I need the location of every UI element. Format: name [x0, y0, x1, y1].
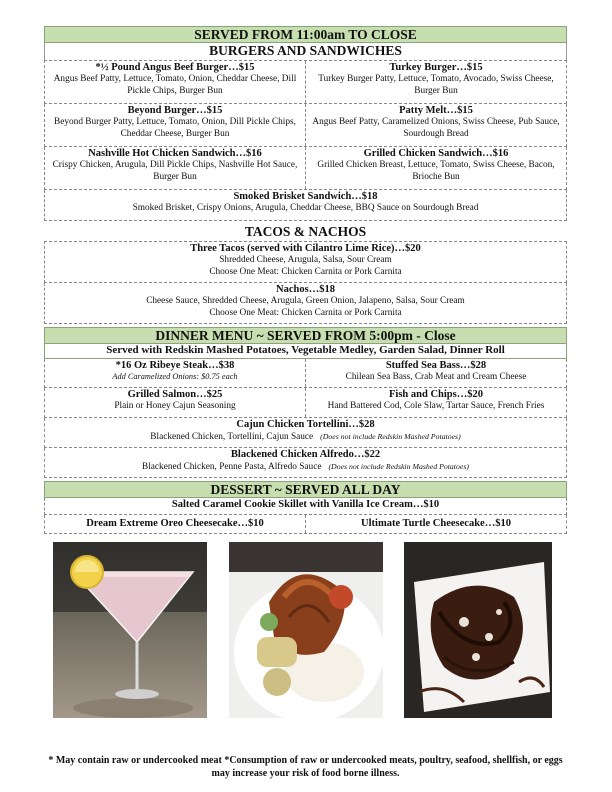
chocolate-dessert-photo	[404, 542, 552, 718]
menu-item	[305, 147, 566, 189]
menu-item	[45, 448, 566, 477]
menu-item	[305, 359, 566, 387]
item-name: Nachos…$18	[276, 284, 335, 295]
item-name: *½ Pound Angus Beef Burger…$15	[95, 62, 255, 73]
item-desc-text: Blackened Chicken, Tortellini, Cajun Sauce	[150, 432, 314, 442]
item-name: Fish and Chips…$20	[389, 389, 483, 400]
item-name: Dream Extreme Oreo Cheesecake…$10	[86, 518, 264, 529]
item-addon: Add Caramelized Onions: $0.75 each	[112, 372, 238, 381]
menu-item	[45, 498, 566, 514]
menu-item	[45, 147, 305, 189]
menu-row	[44, 359, 567, 388]
item-name: Salted Caramel Cookie Skillet with Vanilla Ice Cream…$10	[171, 499, 440, 510]
dinner-subtitle: Served with Redskin Mashed Potatoes, Vegetable Medley, Garden Salad, Dinner Roll	[44, 344, 567, 359]
item-desc: Grilled Chicken Breast, Lettuce, Tomato, Swiss Cheese, Bacon, Brioche Bun	[317, 160, 555, 182]
menu-item	[305, 388, 566, 417]
item-desc: Cheese Sauce, Shredded Cheese, Arugula, Green Onion, Jalapeno, Salsa, Sour Cream	[146, 296, 465, 306]
item-name: Grilled Chicken Sandwich…$16	[363, 148, 509, 159]
dessert-heading: DESSERT ~ SERVED ALL DAY	[44, 481, 567, 498]
item-desc: Smoked Brisket, Crispy Onions, Arugula, Cheddar Cheese, BBQ Sauce on Sourdough Bread	[132, 203, 479, 213]
item-note: (Does not include Redskin Mashed Potatoes)	[320, 432, 461, 441]
item-desc: Turkey Burger Patty, Lettuce, Tomato, Avocado, Swiss Cheese, Burger Bun	[318, 74, 554, 96]
menu-item	[305, 61, 566, 103]
martini-photo	[53, 542, 207, 718]
menu-row	[44, 241, 567, 283]
menu-item	[45, 388, 305, 417]
item-desc: Choose One Meat: Chicken Carnita or Pork Carnita	[209, 266, 402, 277]
item-desc: Chilean Sea Bass, Crab Meat and Cream Cheese	[345, 372, 527, 382]
item-desc: Hand Battered Cod, Cole Slaw, Tartar Sauce, French Fries	[327, 401, 545, 411]
item-desc	[49, 431, 562, 444]
menu-row	[44, 388, 567, 418]
menu-row	[44, 448, 567, 478]
tacos-heading: TACOS & NACHOS	[244, 224, 367, 239]
menu-row	[44, 515, 567, 534]
menu-row	[44, 190, 567, 221]
menu-item	[45, 190, 566, 220]
item-desc: Choose One Meat: Chicken Carnita or Pork Carnita	[209, 307, 402, 318]
dinner-heading: DINNER MENU ~ SERVED FROM 5:00pm - Close	[44, 327, 567, 344]
item-name: Nashville Hot Chicken Sandwich…$16	[88, 148, 262, 159]
item-desc: Crispy Chicken, Arugula, Dill Pickle Chips, Nashville Hot Sauce, Burger Bun	[52, 160, 298, 182]
menu-item	[45, 515, 305, 533]
burgers-heading: BURGERS AND SANDWICHES	[44, 43, 567, 60]
menu-item	[45, 418, 566, 447]
item-desc	[49, 461, 562, 474]
menu-item	[305, 515, 566, 533]
menu-item	[45, 104, 305, 146]
menu-row	[44, 147, 567, 190]
item-name: Grilled Salmon…$25	[127, 389, 223, 400]
menu-row	[44, 60, 567, 104]
menu-page	[44, 26, 567, 534]
menu-item	[45, 242, 566, 282]
menu-item	[45, 283, 566, 323]
item-desc: Beyond Burger Patty, Lettuce, Tomato, Onion, Dill Pickle Chips, Cheddar Cheese, Burger Bun	[54, 117, 296, 139]
item-name: Turkey Burger…$15	[389, 62, 483, 73]
item-desc: Plain or Honey Cajun Seasoning	[114, 401, 236, 411]
item-name: Three Tacos (served with Cilantro Lime Rice)…$20	[190, 243, 421, 254]
menu-row	[44, 418, 567, 448]
menu-row	[44, 283, 567, 324]
salmon-plate-photo	[229, 542, 383, 718]
item-name: Ultimate Turtle Cheesecake…$10	[361, 518, 511, 529]
item-note: (Does not include Redskin Mashed Potatoes)	[328, 462, 469, 471]
item-desc: Shredded Cheese, Arugula, Salsa, Sour Cream	[219, 255, 392, 265]
menu-item	[45, 61, 305, 103]
item-name: Smoked Brisket Sandwich…$18	[233, 191, 378, 202]
photo-strip	[53, 542, 553, 718]
item-desc-text: Blackened Chicken, Penne Pasta, Alfredo Sauce	[142, 462, 322, 472]
item-name: Stuffed Sea Bass…$28	[385, 360, 487, 371]
menu-row	[44, 104, 567, 147]
item-name: *16 Oz Ribeye Steak…$38	[115, 360, 235, 371]
menu-row	[44, 498, 567, 515]
item-desc: Angus Beef Patty, Caramelized Onions, Swiss Cheese, Pub Sauce, Sourdough Bread	[312, 117, 560, 139]
food-safety-disclaimer: * May contain raw or undercooked meat *Consumption of raw or undercooked meats, poultry, seafood, shellfish, or eggs may increase your risk of food borne illness.	[48, 755, 563, 779]
item-name: Patty Melt…$15	[399, 105, 473, 116]
item-name: Beyond Burger…$15	[127, 105, 223, 116]
menu-item	[305, 104, 566, 146]
item-desc: Angus Beef Patty, Lettuce, Tomato, Onion, Cheddar Cheese, Dill Pickle Chips, Burger Bun	[53, 74, 297, 96]
served-header: SERVED FROM 11:00am TO CLOSE	[44, 26, 567, 43]
menu-item	[45, 359, 305, 387]
item-name: Cajun Chicken Tortellini…$28	[236, 419, 375, 430]
item-name: Blackened Chicken Alfredo…$22	[230, 449, 381, 460]
